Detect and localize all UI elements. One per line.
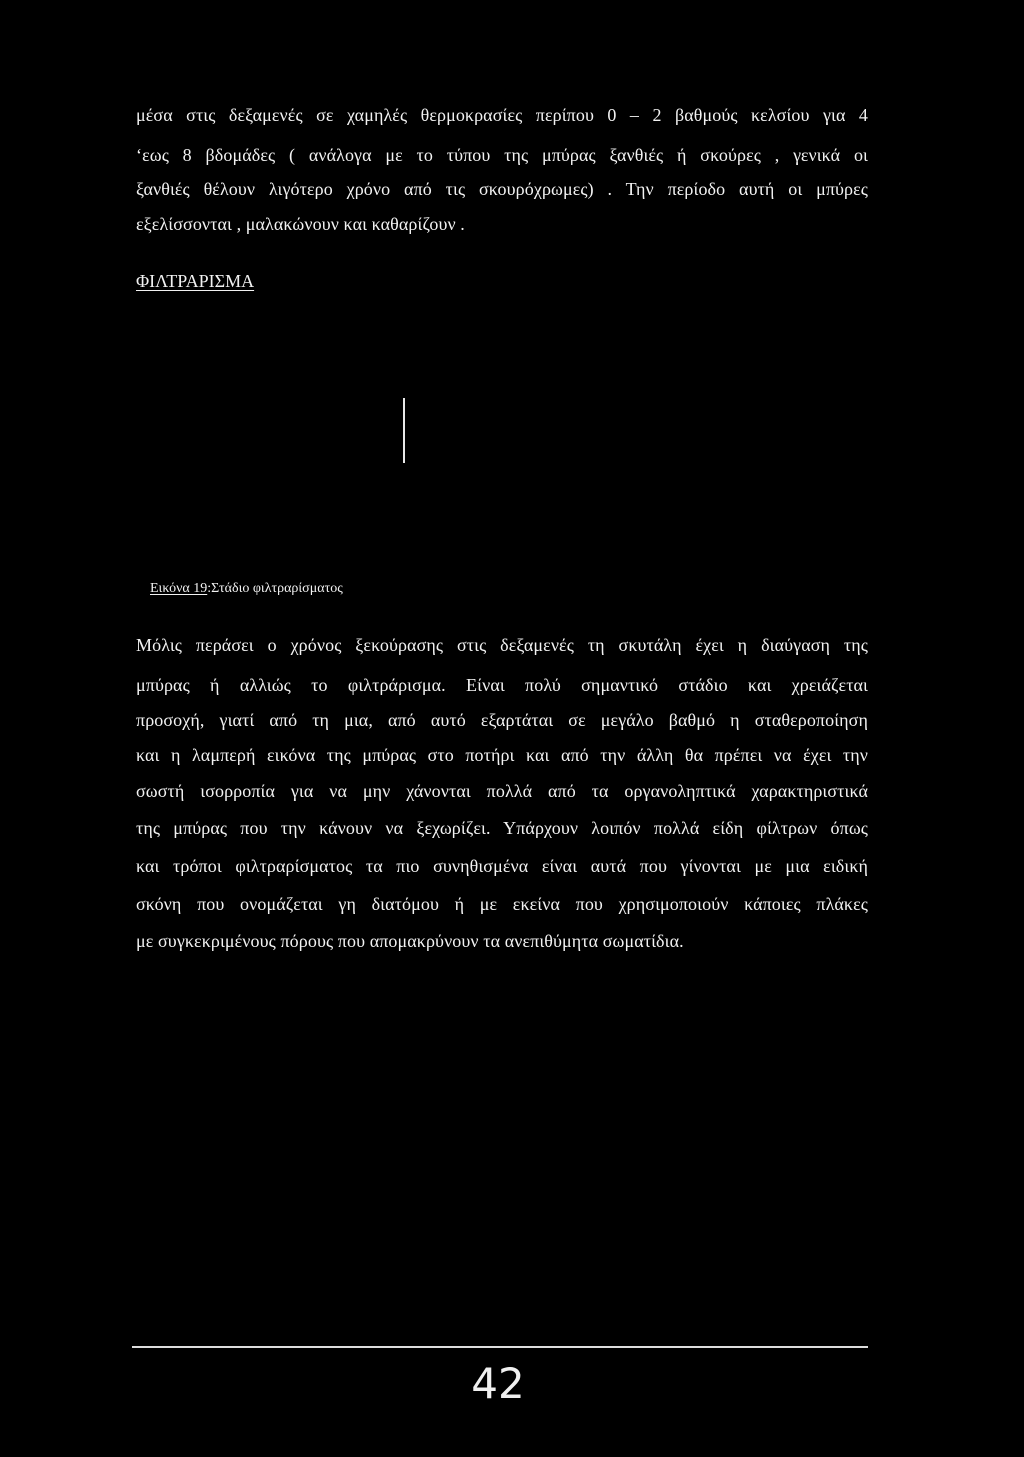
body-line-3: προσοχή, γιατί από τη μια, από αυτό εξαρτάται σε μεγάλο βαθμό η σταθεροποίηση — [136, 710, 868, 730]
figure-caption-label: Εικόνα 19 — [150, 581, 208, 596]
body-line-8: σκόνη που ονομάζεται γη διατόμου ή με εκείνα που χρησιμοποιούν κάποιες πλάκες — [136, 894, 868, 914]
figure-caption — [150, 580, 343, 598]
body-line-2: μπύρας ή αλλιώς το φιλτράρισμα. Είναι πολύ σημαντικό στάδιο και χρειάζεται — [136, 675, 868, 695]
figure-placeholder — [403, 398, 405, 463]
body-line-6: της μπύρας που την κάνουν να ξεχωρίζει. Υπάρχουν λοιπόν πολλά είδη φίλτρων όπως — [136, 818, 868, 838]
body-line-9: με συγκεκριμένους πόρους που απομακρύνουν τα ανεπιθύμητα σωματίδια. — [136, 931, 684, 951]
body-line-7: και τρόποι φιλτραρίσματος τα πιο συνηθισμένα είναι αυτά που γίνονται με μια ειδική — [136, 856, 868, 876]
body-line-1: Μόλις περάσει ο χρόνος ξεκούρασης στις δεξαμενές τη σκυτάλη έχει η διαύγαση της — [136, 635, 868, 655]
section-heading: ΦΙΛΤΡΑΡΙΣΜΑ — [136, 271, 255, 291]
intro-line-4: εξελίσσονται , μαλακώνουν και καθαρίζουν . — [136, 214, 465, 234]
intro-line-1: μέσα στις δεξαμενές σε χαμηλές θερμοκρασίες περίπου 0 – 2 βαθμούς κελσίου για 4 — [136, 105, 868, 125]
figure-caption-text: :Στάδιο φιλτραρίσματος — [207, 581, 343, 596]
footer-divider — [132, 1346, 868, 1348]
intro-line-3: ξανθιές θέλουν λιγότερο χρόνο από τις σκουρόχρωμες) . Την περίοδο αυτή οι μπύρες — [136, 179, 868, 199]
body-line-4: και η λαμπερή εικόνα της μπύρας στο ποτήρι και από την άλλη θα πρέπει να έχει την — [136, 745, 868, 765]
body-line-5: σωστή ισορροπία για να μην χάνονται πολλά από τα οργανοληπτικά χαρακτηριστικά — [136, 781, 868, 801]
intro-line-2: ‘εως 8 βδομάδες ( ανάλογα με το τύπου της μπύρας ξανθιές ή σκούρες , γενικά οι — [136, 145, 868, 165]
page-number: 42 — [471, 1359, 525, 1408]
